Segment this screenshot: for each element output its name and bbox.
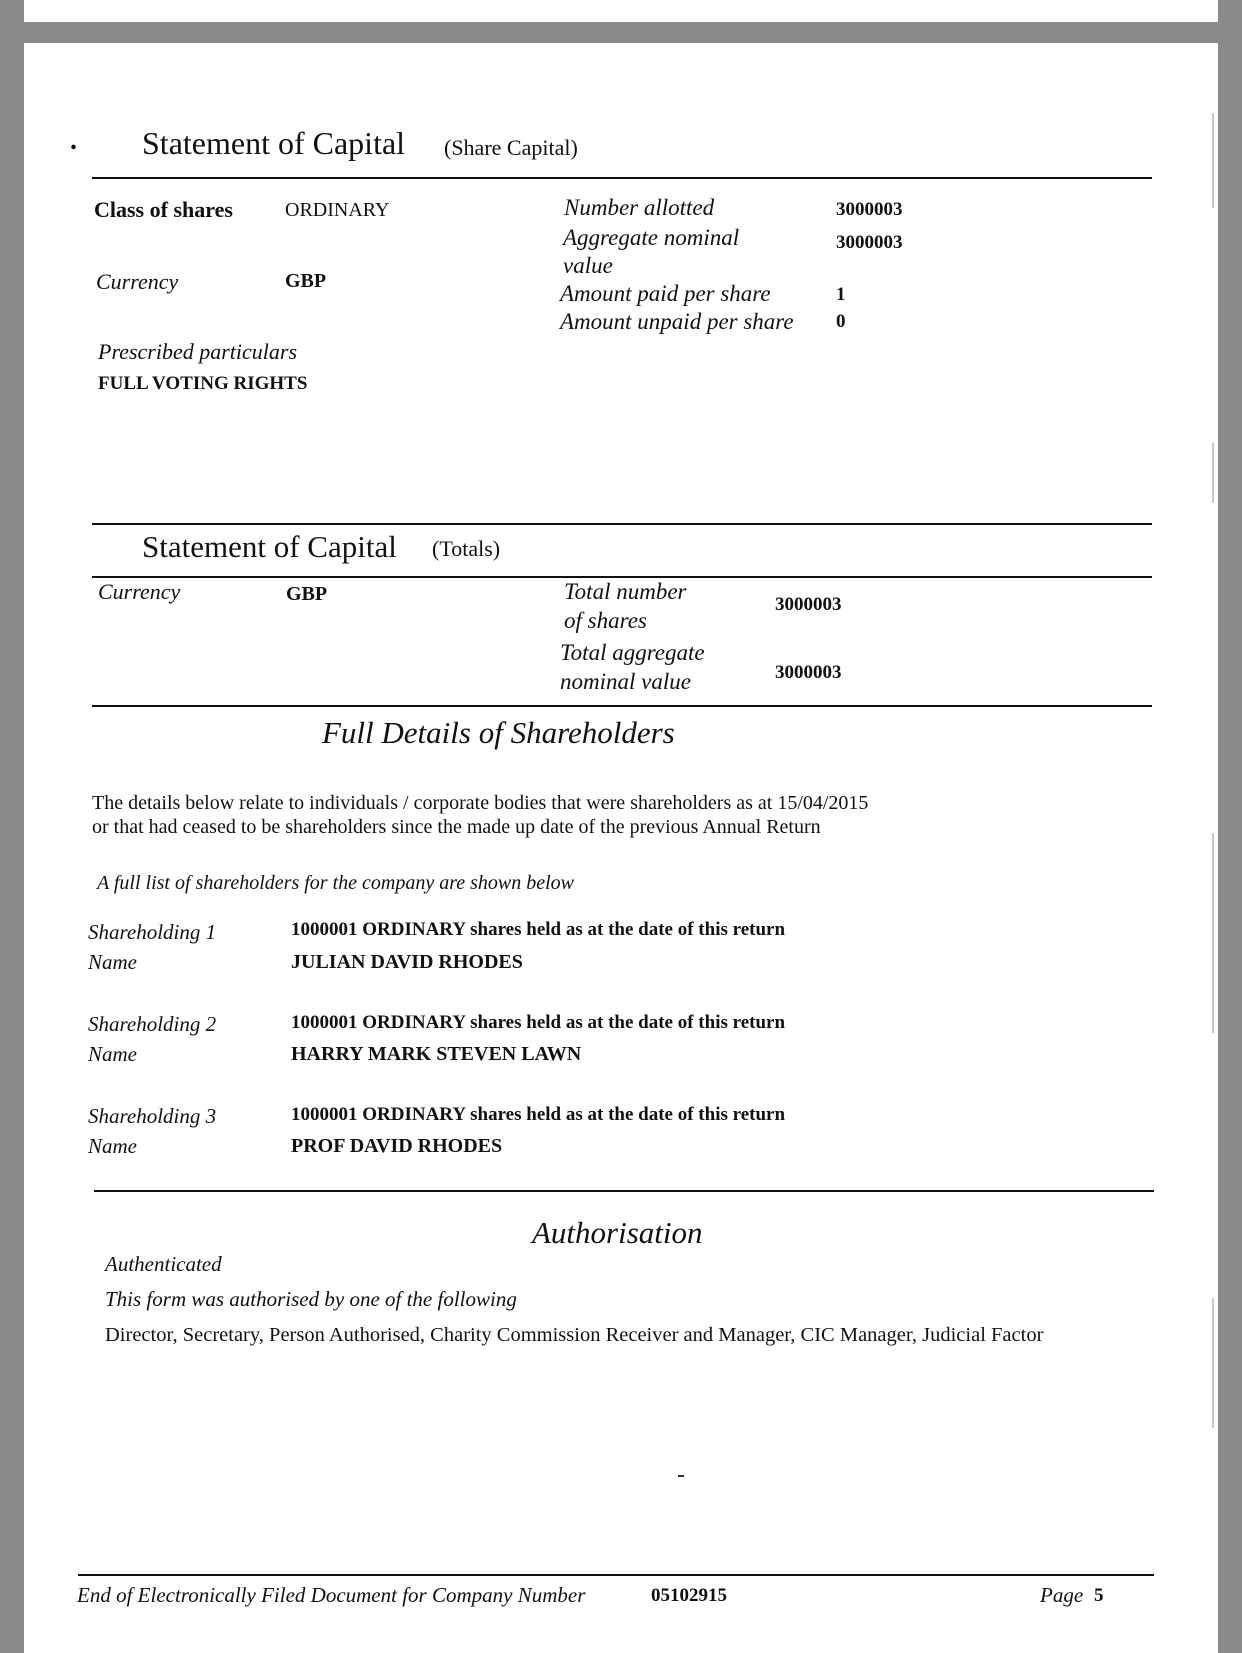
scan-edge-mark — [1212, 113, 1214, 208]
footer-rule — [78, 1574, 1154, 1576]
footer-end-text: End of Electronically Filed Document for Company Number — [77, 1583, 586, 1607]
capital-section-subtitle: (Share Capital) — [444, 135, 578, 160]
totals-section-rule — [92, 576, 1152, 578]
shareholding-label: Shareholding 1 — [88, 920, 217, 944]
number-allotted-label: Number allotted — [564, 195, 715, 220]
totals-section-subtitle: (Totals) — [432, 536, 501, 561]
shareholders-section-title: Full Details of Shareholders — [322, 715, 675, 750]
total-shares-label-cont: of shares — [564, 608, 647, 633]
shareholder-name: PROF DAVID RHODES — [291, 1135, 503, 1157]
document-page — [24, 43, 1218, 1653]
authorisation-title: Authorisation — [532, 1215, 703, 1250]
capital-section-rule — [92, 177, 1152, 179]
total-nominal-label: Total aggregate — [560, 640, 705, 665]
class-of-shares-label: Class of shares — [94, 197, 233, 222]
bullet-mark: . — [70, 125, 77, 156]
shareholders-intro-line2: or that had ceased to be shareholders since the made up date of the previous Annual Return — [92, 816, 821, 838]
authenticated-label: Authenticated — [105, 1252, 222, 1276]
currency-value: GBP — [285, 270, 327, 292]
footer-company-number: 05102915 — [651, 1585, 727, 1606]
scan-edge-mark — [1212, 443, 1214, 503]
scan-edge-mark — [1212, 1298, 1214, 1428]
totals-section-top-rule — [92, 523, 1152, 525]
totals-currency-label: Currency — [98, 579, 181, 604]
authorised-by-label: This form was authorised by one of the following — [105, 1287, 517, 1311]
shareholding-detail: 1000001 ORDINARY shares held as at the date of this return — [291, 1104, 786, 1125]
shareholder-name-label: Name — [88, 950, 137, 974]
scan-edge-mark — [1212, 833, 1214, 1033]
amount-unpaid-label: Amount unpaid per share — [560, 309, 794, 334]
shareholding-label: Shareholding 3 — [88, 1104, 217, 1128]
footer-page-number: 5 — [1094, 1585, 1104, 1606]
amount-paid-label: Amount paid per share — [560, 281, 771, 306]
totals-section-title: Statement of Capital — [142, 529, 397, 564]
shareholder-name: JULIAN DAVID RHODES — [291, 951, 523, 973]
amount-unpaid-value: 0 — [836, 311, 846, 332]
aggregate-nominal-label: Aggregate nominal — [563, 225, 740, 250]
total-nominal-label-cont: nominal value — [560, 669, 691, 694]
capital-section-title: Statement of Capital — [142, 125, 406, 161]
shareholding-label: Shareholding 2 — [88, 1012, 217, 1036]
footer-page-label: Page — [1040, 1583, 1084, 1607]
totals-currency-value: GBP — [286, 583, 328, 605]
aggregate-nominal-value: 3000003 — [836, 232, 903, 253]
shareholder-name: HARRY MARK STEVEN LAWN — [291, 1043, 582, 1065]
shareholding-detail: 1000001 ORDINARY shares held as at the date of this return — [291, 919, 786, 940]
shareholders-list-note: A full list of shareholders for the company are shown below — [97, 872, 575, 894]
aggregate-nominal-label-cont: value — [563, 253, 613, 278]
shareholders-intro-line1: The details below relate to individuals / corporate bodies that were shareholders as at 15/04/2015 — [92, 792, 869, 814]
authorised-roles: Director, Secretary, Person Authorised, Charity Commission Receiver and Manager, CIC Manager, Judicial Factor — [105, 1324, 1044, 1346]
shareholding-detail: 1000001 ORDINARY shares held as at the date of this return — [291, 1012, 786, 1033]
stray-mark — [678, 1475, 684, 1477]
shareholders-section-rule — [94, 1190, 1154, 1192]
totals-section-bottom-rule — [92, 705, 1152, 707]
prescribed-particulars-value: FULL VOTING RIGHTS — [98, 373, 308, 394]
shareholder-name-label: Name — [88, 1134, 137, 1158]
total-shares-label: Total number — [564, 579, 687, 604]
shareholder-name-label: Name — [88, 1042, 137, 1066]
currency-label: Currency — [96, 269, 179, 294]
amount-paid-value: 1 — [836, 284, 846, 305]
class-of-shares-value: ORDINARY — [285, 199, 390, 221]
total-nominal-value: 3000003 — [775, 662, 842, 683]
previous-page-edge — [24, 0, 1218, 22]
total-shares-value: 3000003 — [775, 594, 842, 615]
number-allotted-value: 3000003 — [836, 199, 903, 220]
prescribed-particulars-label: Prescribed particulars — [98, 339, 297, 364]
